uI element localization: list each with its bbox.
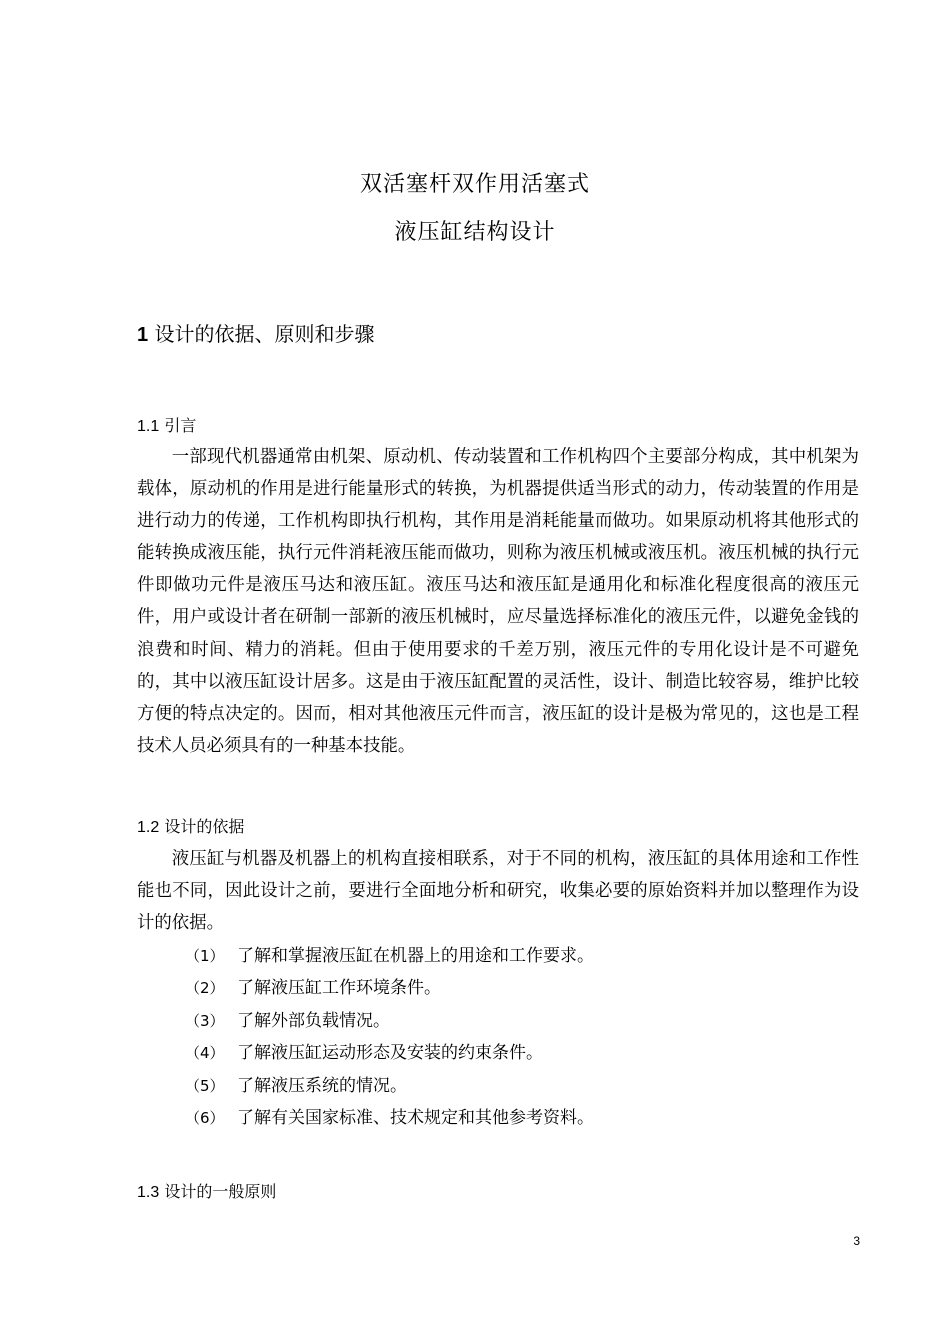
list-item: [185, 1005, 594, 1037]
list-item: [185, 1037, 594, 1069]
list-item-text: 了解外部负载情况。: [237, 1010, 390, 1031]
list-item: [185, 972, 594, 1004]
list-item: [185, 940, 594, 972]
section-1-2-title: 设计的依据: [164, 817, 245, 836]
section-1-3-title: 设计的一般原则: [164, 1182, 277, 1201]
list-item-marker: （3）: [185, 1011, 225, 1030]
page-number: 3: [853, 1234, 860, 1248]
list-item-marker: （6）: [185, 1108, 225, 1127]
list-item-marker: （2）: [185, 979, 225, 998]
section-1-1-paragraph: 一部现代机器通常由机架、原动机、传动装置和工作机构四个主要部分构成，其中机架为载体，原动机的作用是进行能量形式的转换，为机器提供适当形式的动力，传动装置的作用是进行动力的传递，工作机构即执行机构，其作用是消耗能量而做功。如果原动机将其他形式的能转换成液压能，执行元件消耗液压能而做功，则称为液压机械或液压机。液压机械的执行元件即做功元件是液压马达和液压缸。液压马达和液压缸是通用化和标准化程度很高的液压元件，用户或设计者在研制一部新的液压机械时，应尽量选择标准化的液压元件，以避免金钱的浪费和时间、精力的消耗。但由于使用要求的千差万别，液压元件的专用化设计是不可避免的，其中以液压缸设计居多。这是由于液压缸配置的灵活性，设计、制造比较容易，维护比较方便的特点决定的。因而，相对其他液压元件而言，液压缸的设计是极为常见的，这也是工程技术人员必须具有的一种基本技能。: [137, 447, 859, 756]
list-item: [185, 1070, 594, 1102]
list-item-marker: （4）: [185, 1044, 225, 1063]
document-title-line-1: 双活塞杆双作用活塞式: [359, 172, 590, 197]
list-item-text: 了解有关国家标准、技术规定和其他参考资料。: [237, 1107, 594, 1128]
section-1-2-paragraph: 液压缸与机器及机器上的机构直接相联系，对于不同的机构，液压缸的具体用途和工作性能也不同，因此设计之前，要进行全面地分析和研究，收集必要的原始资料并加以整理作为设计的依据。: [137, 849, 859, 934]
document-title-line-2: 液压缸结构设计: [394, 220, 556, 245]
section-1-2-heading: [137, 815, 244, 840]
section-1-1-title: 引言: [164, 416, 197, 435]
list-item-text: 了解液压系统的情况。: [237, 1075, 407, 1096]
list-item-text: 了解和掌握液压缸在机器上的用途和工作要求。: [237, 946, 594, 966]
section-1-1-number: 1.1: [137, 418, 160, 435]
section-1-heading: [137, 319, 374, 350]
list-item-text: 了解液压缸工作环境条件。: [237, 978, 441, 999]
section-1-2-number: 1.2: [137, 819, 160, 836]
list-item-marker: （1）: [185, 947, 225, 965]
section-1-1-heading: [137, 414, 196, 439]
list-item: [185, 1102, 594, 1134]
section-1-title: 设计的依据、原则和步骤: [154, 322, 375, 346]
list-item-text: 了解液压缸运动形态及安装的约束条件。: [237, 1043, 543, 1064]
section-1-3-number: 1.3: [137, 1184, 160, 1201]
section-1-number: 1: [137, 324, 149, 346]
design-basis-list: [185, 940, 594, 1134]
section-1-3-heading: [137, 1180, 276, 1205]
list-item-marker: （5）: [185, 1076, 225, 1095]
